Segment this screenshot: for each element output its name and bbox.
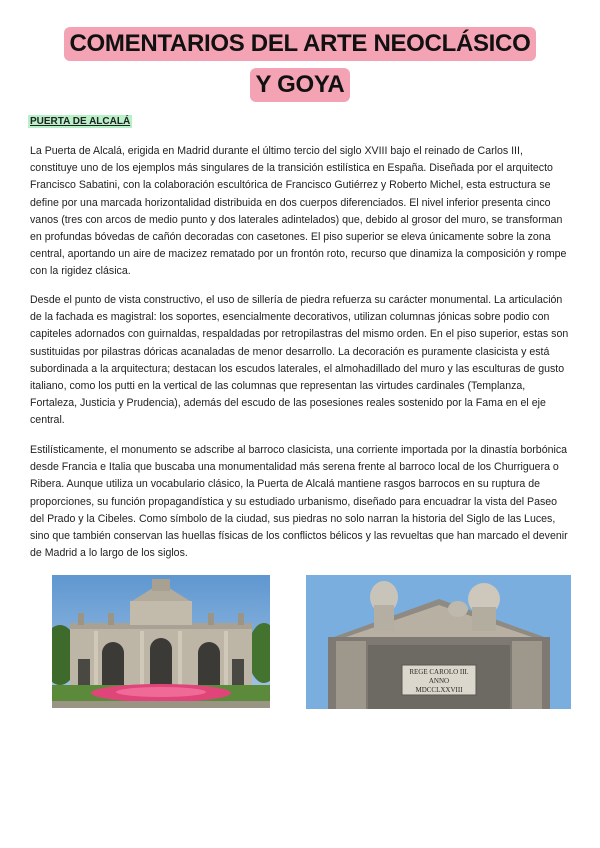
inscription-detail-photo xyxy=(306,575,571,709)
inscription-line-2: ANNO xyxy=(428,677,450,685)
paragraph-3: Estilísticamente, el monumento se adscribe al barroco clasicista, una corriente importada por la dinastía borbónica desde Francia e Italia que buscaba una monumentalidad más serena frente al barroco local de los Churriguera o Ribera. Aunque utiliza un vocabulario clásico, la Puerta de Alcalá mantiene rasgos barrocos en su ruptura de proporciones, su función propagandística y su estudiado urbanismo, diseñado para encuadrar la vista del Paseo del Prado y la Cibeles. Como símbolo de la ciudad, sus piedras no solo narran la historia del Siglo de las Luces, sino que también conservan las huellas físicas de los conflictos bélicos y las revueltas que han marcado el devenir de Madrid a lo largo de los siglos. xyxy=(30,444,568,560)
paragraph-1: La Puerta de Alcalá, erigida en Madrid durante el último tercio del siglo XVIII bajo el reinado de Carlos III, constituye uno de los ejemplos más singulares de la transición estilística en España. Diseñada por el arquitecto Francisco Sabatini, con la colaboración escultórica de Francisco Gutiérrez y Roberto Michel, esta estructura se define por una marcada horizontalidad distribuida en dos cuerpos diferenciados. El nivel inferior presenta cinco vanos (tres con arcos de medio punto y dos laterales adintelados) que, debido al grosor del muro, se transforman en profundas bóvedas de cañón decoradas con casetones. El piso superior se eleva únicamente sobre la zona central, aportando un aire de macizez rematado por un frontón roto, recurso que dinamiza la composición y rompe con la rigidez clásica. xyxy=(30,145,567,278)
title-line-1: COMENTARIOS DEL ARTE NEOCLÁSICO xyxy=(64,27,537,61)
section-heading: PUERTA DE ALCALÁ xyxy=(30,116,131,127)
inscription-line-3: MDCCLXXVIII xyxy=(415,686,463,694)
paragraph-2: Desde el punto de vista constructivo, el uso de sillería de piedra refuerza su carácter monumental. La articulación de la fachada es magistral: los soportes, esencialmente decorativos, utilizan columnas jónicas sobre podio con capiteles adornados con guirnaldas, respaldadas por retropilastras del mismo orden. En el piso superior, estas son sustituidas por pilastras dóricas acanaladas de menor desarrollo. La decoración es puramente clasicista y está subordinada a la arquitectura; destacan los escudos laterales, el almohadillado del muro y las esculturas de gusto italiano, como los putti en la vertical de las columnas que representan las virtudes cardinales (Templanza, Fortaleza, Justicia y Prudencia), además del escudo de las posesiones reales sostenido por la Fama en el eje central. xyxy=(30,294,569,427)
puerta-de-alcala-photo xyxy=(52,575,270,708)
inscription-line-1: REGE CAROLO III. xyxy=(409,668,469,676)
title-line-2: Y GOYA xyxy=(250,68,351,102)
page-title xyxy=(0,27,600,102)
